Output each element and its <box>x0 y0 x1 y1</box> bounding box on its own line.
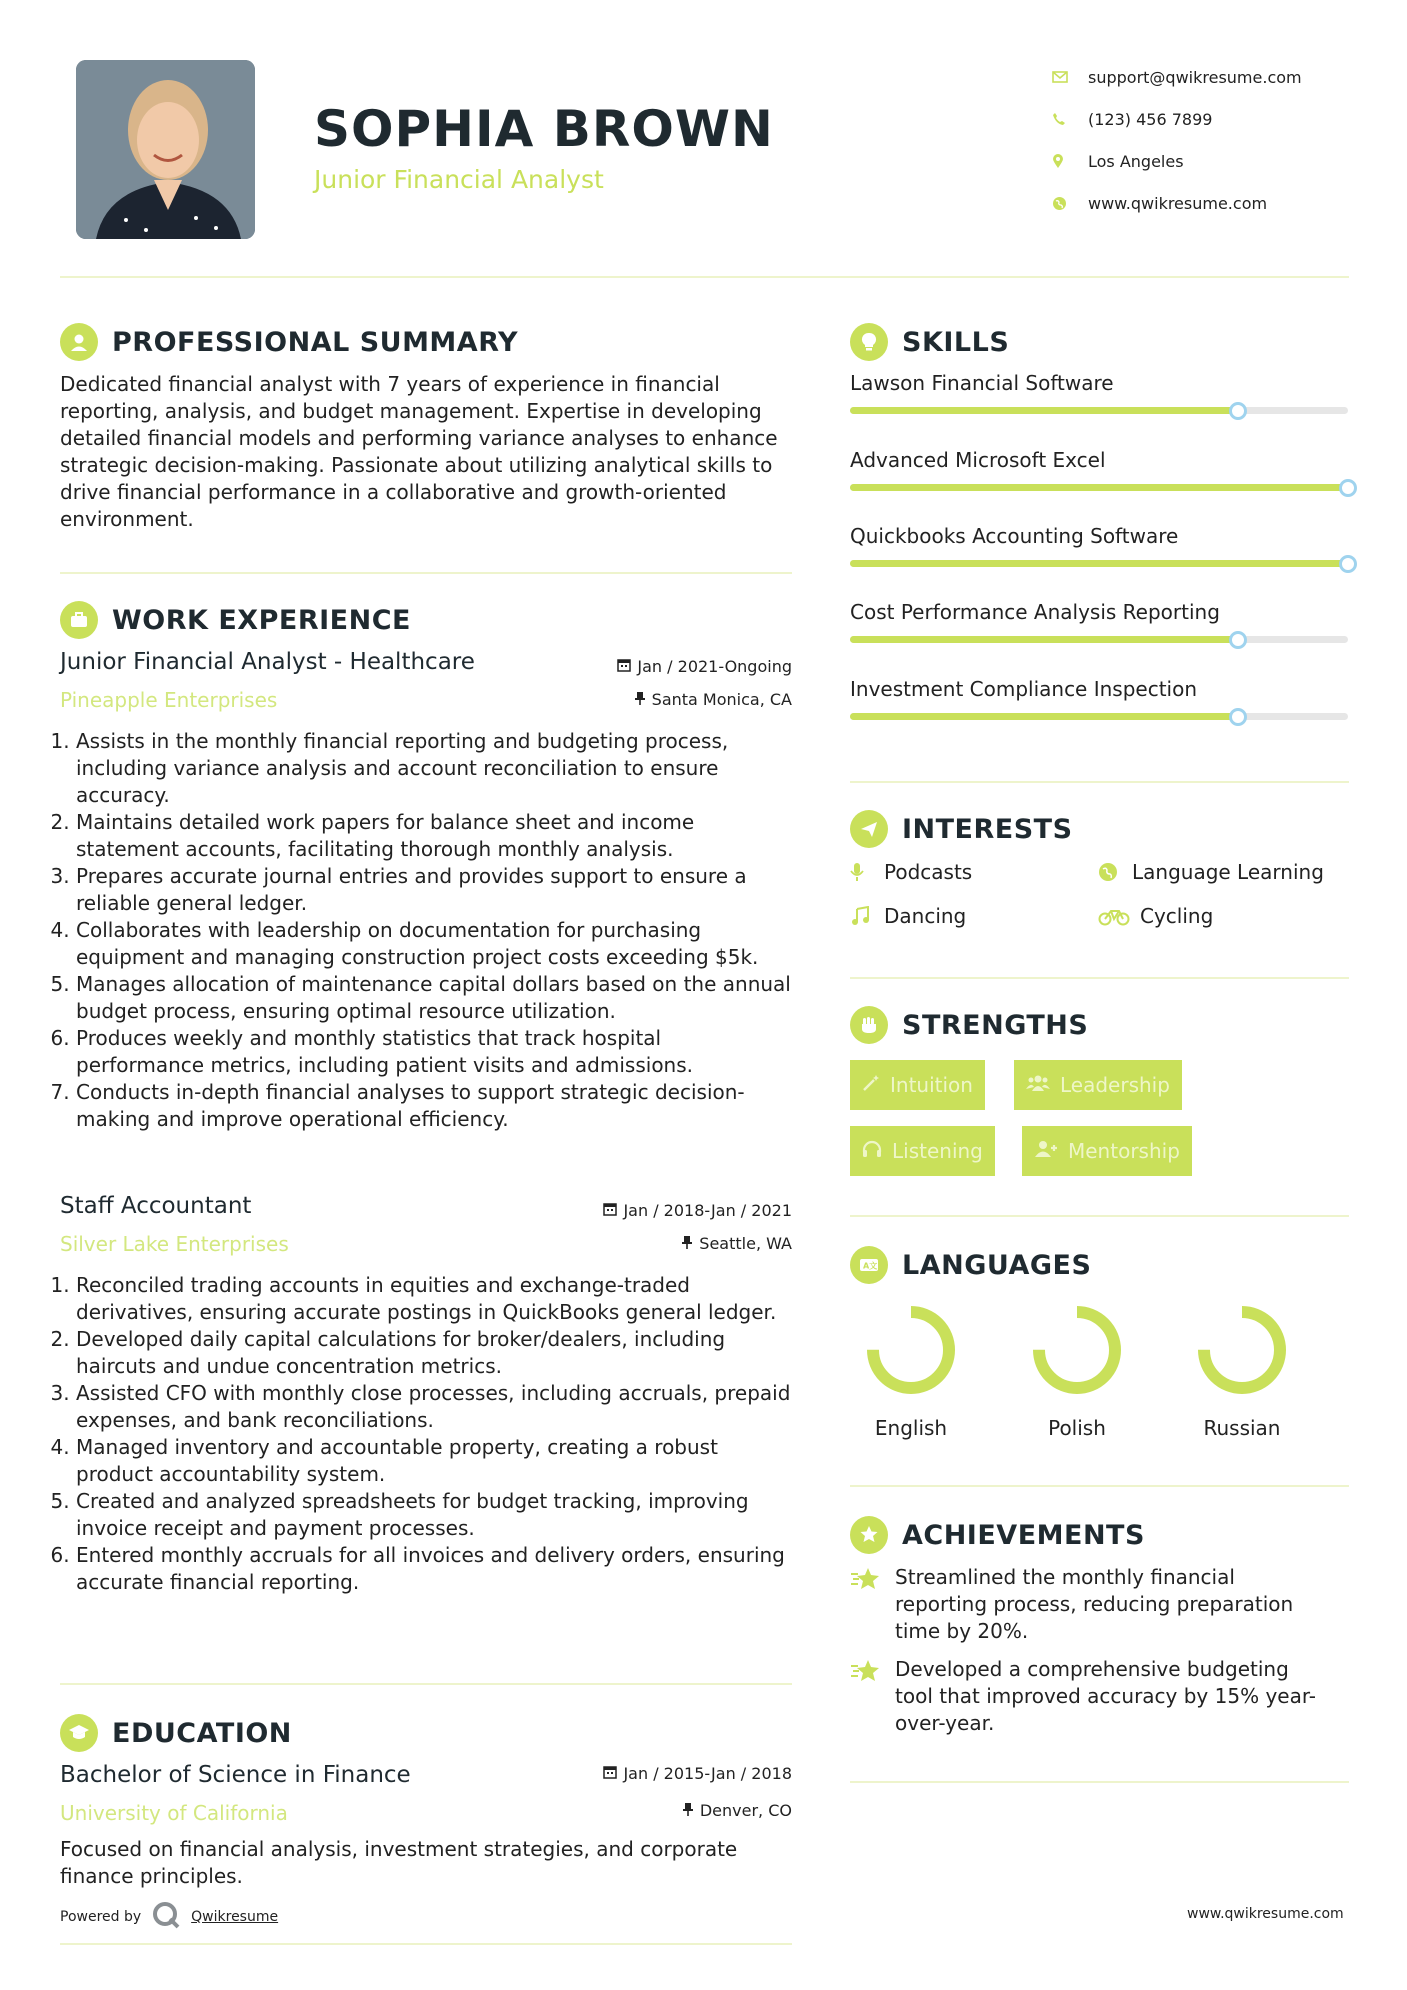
duty-item: 5. Created and analyzed spreadsheets for budget tracking, improving invoice receipt and payment processes. <box>76 1488 792 1542</box>
skill-bar <box>850 636 1348 643</box>
strength-mentorship: Mentorship <box>1022 1126 1192 1176</box>
strengths-heading: STRENGTHS <box>850 1006 1088 1044</box>
skill-knob <box>1229 631 1247 649</box>
education-divider <box>60 1943 792 1945</box>
contact-email-text: support@qwikresume.com <box>1088 67 1302 87</box>
strength-intuition: Intuition <box>850 1060 985 1110</box>
education-text: Focused on financial analysis, investment strategies, and corporate finance principles. <box>60 1837 738 1888</box>
duty-item: 2. Developed daily capital calculations for broker/dealers, including haircuts and undue concentration metrics. <box>76 1326 792 1380</box>
language-russian: Russian <box>1172 1300 1312 1440</box>
duty-item: 6. Entered monthly accruals for all invoices and delivery orders, ensuring accurate financial reporting. <box>76 1542 792 1596</box>
job-1-duties <box>58 728 792 1133</box>
work-heading: WORK EXPERIENCE <box>60 601 411 639</box>
globe-icon <box>1050 196 1088 211</box>
skill-item: Advanced Microsoft Excel <box>850 448 1350 472</box>
job-1-company: Pineapple Enterprises <box>60 688 278 712</box>
interest-podcasts: Podcasts <box>850 860 972 884</box>
summary-text: Dedicated financial analyst with 7 years of experience in financial reporting, analysis, and budget management. Expertise in developing detailed financial models and performing variance analyses to enhance strategic decision-making. Passionate about utilizing analytical skills to drive financial performance in a collaborative and growth-oriented environment. <box>60 372 778 531</box>
duty-item: 1. Reconciled trading accounts in equities and exchange-traded derivatives, ensuring accurate postings in QuickBooks general ledger. <box>76 1272 792 1326</box>
strengths-divider <box>850 1215 1349 1217</box>
footer-website[interactable]: www.qwikresume.com <box>1187 1906 1344 1922</box>
duty-item: 1. Assists in the monthly financial reporting and budgeting process, including variance analysis and account reconciliation to ensure accuracy. <box>76 728 792 809</box>
language-progress-ring <box>861 1300 961 1400</box>
lightbulb-icon <box>850 323 888 361</box>
job-2-dates: Jan / 2018-Jan / 2021 <box>500 1201 792 1220</box>
footer-powered-by: Powered by Qwikresume <box>60 1900 278 1934</box>
skill-knob <box>1229 402 1247 420</box>
skill-item: Investment Compliance Inspection <box>850 677 1350 701</box>
language-icon <box>850 1246 888 1284</box>
location-icon <box>1050 153 1088 169</box>
pin-icon <box>682 1801 694 1820</box>
contact-email[interactable] <box>1050 56 1370 98</box>
strength-leadership: Leadership <box>1014 1060 1182 1110</box>
job-2-duties <box>58 1272 792 1596</box>
languages-divider <box>850 1485 1349 1487</box>
languages-heading: A文 LANGUAGES <box>850 1246 1091 1284</box>
achievement-item: Streamlined the monthly financial reporting process, reducing preparation time by 20%. <box>850 1564 1330 1645</box>
job-2-company: Silver Lake Enterprises <box>60 1232 289 1256</box>
language-english: English <box>841 1300 981 1440</box>
job-2-title: Staff Accountant <box>60 1193 252 1219</box>
skill-knob <box>1339 479 1357 497</box>
user-icon <box>60 323 98 361</box>
school-name: University of California <box>60 1801 288 1825</box>
calendar-icon <box>603 1201 617 1220</box>
skill-bar <box>850 713 1348 720</box>
graduation-cap-icon <box>60 1714 98 1752</box>
pin-icon <box>634 690 646 709</box>
paper-plane-icon <box>850 810 888 848</box>
job-2-location: Seattle, WA <box>500 1234 792 1253</box>
duty-item: 4. Managed inventory and accountable property, creating a robust product accountability system. <box>76 1434 792 1488</box>
award-icon <box>850 1516 888 1554</box>
skill-bar <box>850 407 1348 414</box>
job-1-title: Junior Financial Analyst - Healthcare <box>60 649 475 675</box>
education-dates: Jan / 2015-Jan / 2018 <box>500 1764 792 1783</box>
duty-item: 7. Conducts in-depth financial analyses to support strategic decision-making and improve operational efficiency. <box>76 1079 792 1133</box>
candidate-name: SOPHIA BROWN <box>314 100 774 158</box>
skill-item: Lawson Financial Software <box>850 371 1350 395</box>
achievements-divider <box>850 1781 1349 1783</box>
interest-cycling: Cycling <box>1098 904 1213 928</box>
degree-title: Bachelor of Science in Finance <box>60 1762 411 1788</box>
interests-divider <box>850 977 1349 979</box>
summary-divider <box>60 572 792 574</box>
briefcase-icon <box>60 601 98 639</box>
qwikresume-logo-icon <box>151 1900 181 1934</box>
strength-listening: Listening <box>850 1126 995 1176</box>
language-polish: Polish <box>1007 1300 1147 1440</box>
work-divider <box>60 1683 792 1685</box>
svg-text:A文: A文 <box>863 1261 878 1271</box>
contact-phone[interactable] <box>1050 98 1370 140</box>
skill-item: Quickbooks Accounting Software <box>850 524 1350 548</box>
microphone-icon <box>850 862 878 882</box>
pin-icon <box>681 1234 693 1253</box>
magic-wand-icon <box>862 1073 880 1097</box>
contact-location <box>1050 140 1370 182</box>
profile-photo <box>76 60 255 239</box>
skill-bar <box>850 484 1348 491</box>
phone-icon <box>1050 112 1088 126</box>
summary-heading: PROFESSIONAL SUMMARY <box>60 323 518 361</box>
job-1-location: Santa Monica, CA <box>500 690 792 709</box>
duty-item: 4. Collaborates with leadership on documentation for purchasing equipment and managing construction project costs exceeding $5k. <box>76 917 792 971</box>
user-plus-icon <box>1034 1139 1058 1163</box>
calendar-icon <box>617 657 631 676</box>
duty-item: 3. Prepares accurate journal entries and provides support to ensure a reliable general ledger. <box>76 863 792 917</box>
duty-item: 6. Produces weekly and monthly statistics that track hospital performance metrics, including patient visits and admissions. <box>76 1025 792 1079</box>
skills-divider <box>850 781 1349 783</box>
skill-knob <box>1339 555 1357 573</box>
duty-item: 2. Maintains detailed work papers for balance sheet and income statement accounts, facilitating thorough monthly analysis. <box>76 809 792 863</box>
skill-bar <box>850 560 1348 567</box>
bicycle-icon <box>1098 906 1134 926</box>
star-icon <box>850 1564 895 1645</box>
qwikresume-link[interactable]: Qwikresume <box>191 1909 279 1925</box>
calendar-icon <box>603 1764 617 1783</box>
language-progress-ring <box>1192 1300 1292 1400</box>
duty-item: 5. Manages allocation of maintenance capital dollars based on the annual budget process, ensuring optimal resource utilization. <box>76 971 792 1025</box>
globe-icon <box>1098 862 1126 882</box>
skill-item: Cost Performance Analysis Reporting <box>850 600 1350 624</box>
interests-heading: INTERESTS <box>850 810 1073 848</box>
language-progress-ring <box>1027 1300 1127 1400</box>
music-note-icon <box>850 906 878 926</box>
contact-location-text: Los Angeles <box>1088 151 1184 171</box>
contact-phone-text: (123) 456 7899 <box>1088 109 1213 129</box>
achievements-heading: ACHIEVEMENTS <box>850 1516 1145 1554</box>
achievement-item: Developed a comprehensive budgeting tool that improved accuracy by 15% year-over-year. <box>850 1656 1330 1737</box>
skill-knob <box>1229 708 1247 726</box>
contact-list <box>1050 56 1370 224</box>
mail-icon <box>1050 71 1088 83</box>
contact-website-text: www.qwikresume.com <box>1088 193 1268 213</box>
education-location: Denver, CO <box>500 1801 792 1820</box>
interest-language-learning: Language Learning <box>1098 860 1324 884</box>
candidate-title: Junior Financial Analyst <box>314 165 604 194</box>
contact-website[interactable] <box>1050 182 1370 224</box>
interest-dancing: Dancing <box>850 904 966 928</box>
header-divider <box>60 276 1349 278</box>
group-icon <box>1026 1073 1050 1097</box>
job-1-dates: Jan / 2021-Ongoing <box>500 657 792 676</box>
duty-item: 3. Assisted CFO with monthly close processes, including accruals, prepaid expenses, and bank reconciliations. <box>76 1380 792 1434</box>
star-icon <box>850 1656 895 1737</box>
headphones-icon <box>862 1139 882 1163</box>
skills-heading: SKILLS <box>850 323 1009 361</box>
fist-icon <box>850 1006 888 1044</box>
education-heading: EDUCATION <box>60 1714 292 1752</box>
